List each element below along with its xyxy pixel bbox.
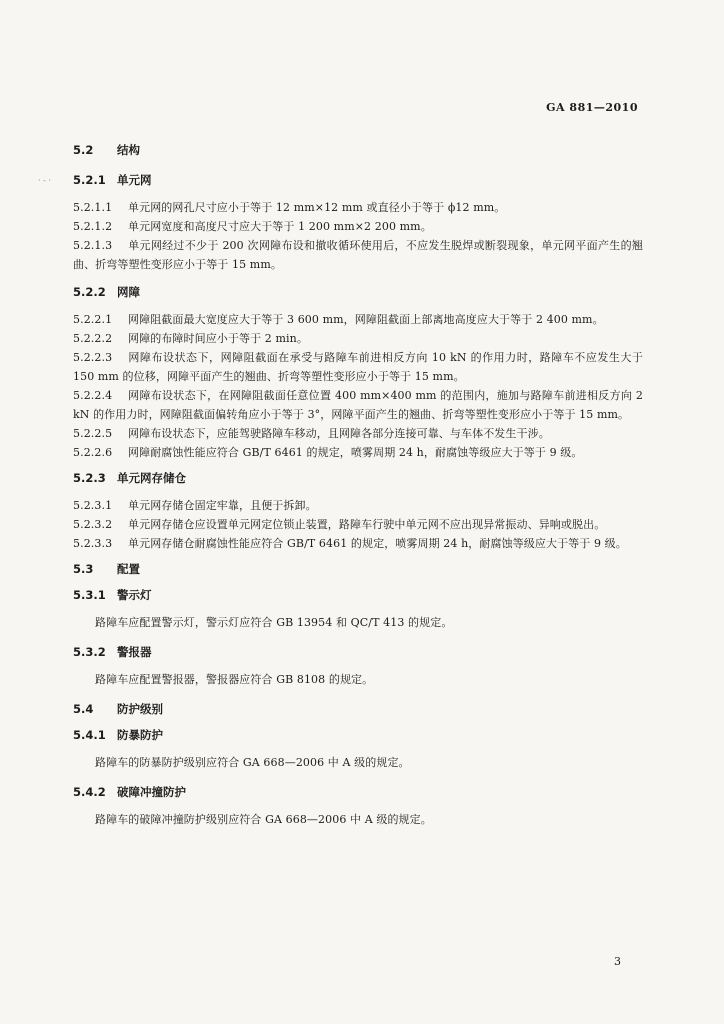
clause-text: 网障布设状态下，网障阻截面在承受与路障车前进相反方向 10 kN 的作用力时，路障车不应发生大于 150 mm 的位移，网障平面产生的翘曲、折弯等塑性变形应小于等于 15 mm。 [73,351,643,383]
section-title: 单元网存储仓 [117,471,186,485]
body-paragraph: 路障车的破障冲撞防护级别应符合 GA 668—2006 中 A 级的规定。 [95,813,432,826]
section-number: 5.4.1 [73,728,106,742]
section-title: 结构 [117,143,140,157]
clause-text: 单元网存储仓应设置单元网定位锁止装置，路障车行驶中单元网不应出现异常振动、异响或脱出。 [128,518,606,531]
clause-paragraph [73,310,643,329]
clause-number: 5.2.1.1 [73,201,113,214]
clause-number: 5.2.3.2 [73,518,113,531]
clause-text: 网障的布障时间应小于等于 2 min。 [128,332,308,345]
section-title: 单元网 [117,173,152,187]
clause-paragraph [73,515,643,534]
clause-paragraph [73,443,643,462]
section-list [73,142,643,829]
clause-number: 5.2.2.3 [73,351,113,364]
section-title: 配置 [117,562,140,576]
section-heading [73,142,643,158]
clause-text: 网障阻截面最大宽度应大于等于 3 600 mm，网障阻截面上部离地高度应大于等于 2 400 mm。 [128,313,604,326]
clause-paragraph [73,496,643,515]
section-number: 5.2.3 [73,471,106,485]
clause-paragraph [73,198,643,217]
clause-number: 5.2.2.6 [73,446,113,459]
clause-text: 单元网宽度和高度尺寸应大于等于 1 200 mm×2 200 mm。 [128,220,432,233]
clause-text: 单元网存储仓耐腐蚀性能应符合 GB/T 6461 的规定，喷雾周期 24 h，耐腐蚀等级应大于等于 9 级。 [128,537,627,550]
body-paragraph: 路障车的防暴防护级别应符合 GA 668—2006 中 A 级的规定。 [95,756,410,769]
clause-paragraph [73,534,643,553]
section-number: 5.3 [73,562,94,576]
clause-number: 5.2.2.5 [73,427,113,440]
clause-text: 单元网存储仓固定牢靠，且便于拆卸。 [128,499,317,512]
clause-number: 5.2.3.3 [73,537,113,550]
section-number: 5.4.2 [73,785,106,799]
section-number: 5.3.1 [73,588,106,602]
body-paragraph: 路障车应配置警报器，警报器应符合 GB 8108 的规定。 [95,673,374,686]
clause-text: 网障耐腐蚀性能应符合 GB/T 6461 的规定，喷雾周期 24 h，耐腐蚀等级应大于等于 9 级。 [128,446,583,459]
clause-text: 网障布设状态下，在网障阻截面任意位置 400 mm×400 mm 的范围内，施加与路障车前进相反方向 2 kN 的作用力时，网障阻截面偏转角应小于等于 3°，网障平面产生的翘曲、折弯等塑性变形应小于等于 15 mm。 [73,389,643,421]
clause-paragraph [73,348,643,386]
clause-paragraph [73,386,643,424]
clause-paragraph [73,236,643,274]
clause-paragraph [73,217,643,236]
section-number: 5.4 [73,702,94,716]
clause-text: 单元网的网孔尺寸应小于等于 12 mm×12 mm 或直径小于等于 ϕ12 mm。 [128,201,506,214]
clause-paragraph [73,329,643,348]
section-title: 防暴防护 [117,728,163,742]
clause-number: 5.2.2.4 [73,389,113,402]
clause-number: 5.2.3.1 [73,499,113,512]
section-heading [73,784,643,800]
clause-text: 单元网经过不少于 200 次网障布设和撤收循环使用后，不应发生脱焊或断裂现象，单元网平面产生的翘曲、折弯等塑性变形应小于等于 15 mm。 [73,239,643,271]
section-heading [73,644,643,660]
body-paragraph: 路障车应配置警示灯，警示灯应符合 GB 13954 和 QC/T 413 的规定。 [95,616,453,629]
section-title: 防护级别 [117,702,163,716]
section-number: 5.3.2 [73,645,106,659]
section-number: 5.2 [73,143,94,157]
section-heading [73,701,643,717]
page-number: 3 [614,955,621,968]
section-number: 5.2.2 [73,285,106,299]
clause-number: 5.2.1.3 [73,239,113,252]
scan-mark-decoration: · - · [38,176,51,185]
document-body [73,142,643,841]
section-heading [73,172,643,188]
section-heading [73,587,643,603]
section-heading [73,470,643,486]
clause-paragraph [73,424,643,443]
section-title: 网障 [117,285,140,299]
section-number: 5.2.1 [73,173,106,187]
section-heading [73,284,643,300]
section-heading [73,561,643,577]
section-title: 警报器 [117,645,152,659]
clause-number: 5.2.1.2 [73,220,113,233]
standard-code-header: GA 881—2010 [546,101,638,114]
section-title: 破障冲撞防护 [117,785,186,799]
section-title: 警示灯 [117,588,152,602]
clause-number: 5.2.2.1 [73,313,113,326]
clause-number: 5.2.2.2 [73,332,113,345]
section-heading [73,727,643,743]
clause-text: 网障布设状态下，应能驾驶路障车移动，且网障各部分连接可靠、与车体不发生干涉。 [128,427,550,440]
